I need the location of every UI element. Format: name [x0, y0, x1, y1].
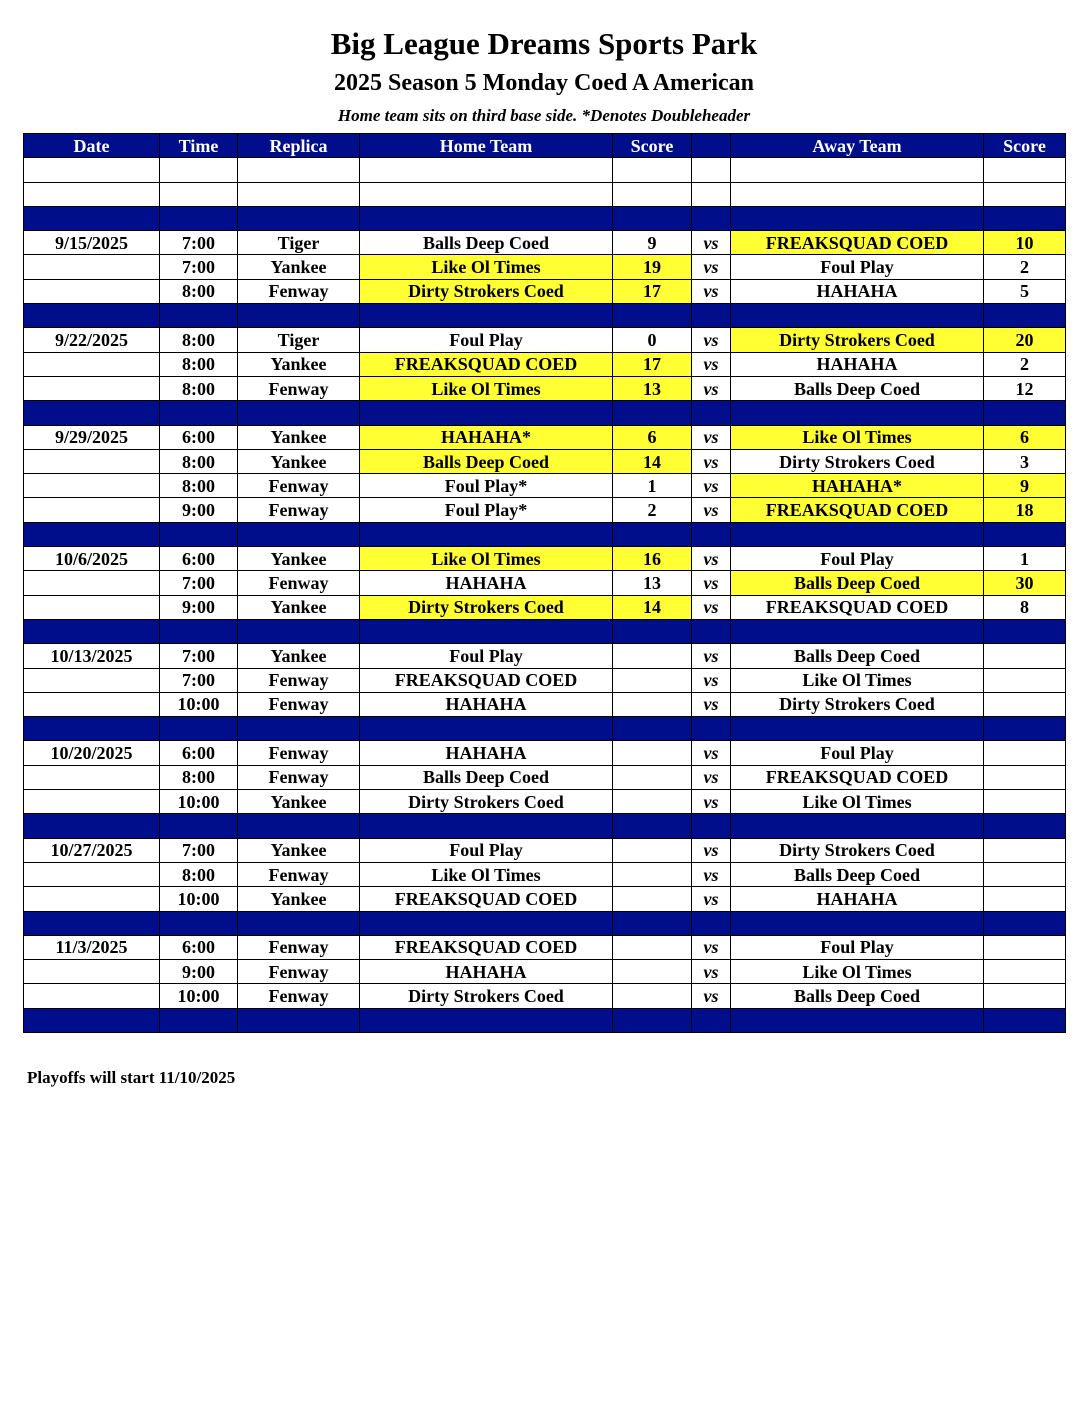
home-team: FREAKSQUAD COED: [360, 935, 613, 959]
away-score: [984, 935, 1066, 959]
away-score: [984, 644, 1066, 668]
away-score: 2: [984, 255, 1066, 279]
away-team: Dirty Strokers Coed: [731, 692, 984, 716]
separator-row: [24, 304, 1066, 328]
vs-label: vs: [692, 692, 731, 716]
home-score: [613, 765, 692, 789]
game-row: [24, 279, 1066, 303]
home-score: [613, 644, 692, 668]
home-score: 14: [613, 595, 692, 619]
home-team: FREAKSQUAD COED: [360, 352, 613, 376]
vs-label: vs: [692, 644, 731, 668]
home-score: [613, 984, 692, 1008]
separator-row: [24, 206, 1066, 230]
game-row: [24, 376, 1066, 400]
vs-label: vs: [692, 765, 731, 789]
away-score: 6: [984, 425, 1066, 449]
game-time: 10:00: [160, 790, 238, 814]
game-date: [24, 790, 160, 814]
col-home-score: Score: [613, 134, 692, 158]
game-date: 9/15/2025: [24, 231, 160, 255]
game-replica: Yankee: [238, 790, 360, 814]
game-row: [24, 571, 1066, 595]
game-time: 10:00: [160, 692, 238, 716]
game-date: [24, 862, 160, 886]
vs-label: vs: [692, 328, 731, 352]
blank-row: [24, 182, 1066, 206]
game-time: 9:00: [160, 595, 238, 619]
home-team: Foul Play: [360, 328, 613, 352]
game-date: 10/13/2025: [24, 644, 160, 668]
game-row: [24, 692, 1066, 716]
separator-row: [24, 1008, 1066, 1032]
separator-row: [24, 814, 1066, 838]
home-team: Balls Deep Coed: [360, 231, 613, 255]
game-date: [24, 449, 160, 473]
home-score: 14: [613, 449, 692, 473]
page-subtitle: 2025 Season 5 Monday Coed A American: [333, 70, 755, 96]
game-replica: Fenway: [238, 376, 360, 400]
game-time: 7:00: [160, 668, 238, 692]
game-time: 8:00: [160, 352, 238, 376]
away-score: 8: [984, 595, 1066, 619]
home-score: 13: [613, 571, 692, 595]
game-row: [24, 352, 1066, 376]
away-team: Foul Play: [731, 741, 984, 765]
game-date: 10/27/2025: [24, 838, 160, 862]
away-team: Balls Deep Coed: [731, 644, 984, 668]
vs-label: vs: [692, 231, 731, 255]
schedule-note: Home team sits on third base side. *Denotes Doubleheader: [337, 106, 751, 125]
home-team: Balls Deep Coed: [360, 449, 613, 473]
away-team: Balls Deep Coed: [731, 376, 984, 400]
blank-row: [24, 158, 1066, 182]
game-replica: Yankee: [238, 449, 360, 473]
vs-label: vs: [692, 862, 731, 886]
home-score: [613, 692, 692, 716]
separator-row: [24, 619, 1066, 643]
game-time: 8:00: [160, 765, 238, 789]
away-team: FREAKSQUAD COED: [731, 765, 984, 789]
game-replica: Fenway: [238, 935, 360, 959]
game-replica: Yankee: [238, 547, 360, 571]
game-date: [24, 960, 160, 984]
game-replica: Yankee: [238, 838, 360, 862]
away-team: Like Ol Times: [731, 668, 984, 692]
game-date: [24, 474, 160, 498]
home-team: Dirty Strokers Coed: [360, 790, 613, 814]
game-time: 7:00: [160, 838, 238, 862]
away-team: Balls Deep Coed: [731, 984, 984, 1008]
game-replica: Yankee: [238, 255, 360, 279]
away-score: [984, 765, 1066, 789]
away-team: HAHAHA: [731, 279, 984, 303]
vs-label: vs: [692, 887, 731, 911]
game-date: 11/3/2025: [24, 935, 160, 959]
game-date: 9/29/2025: [24, 425, 160, 449]
away-team: Dirty Strokers Coed: [731, 449, 984, 473]
game-date: [24, 279, 160, 303]
game-row: [24, 765, 1066, 789]
home-team: HAHAHA: [360, 741, 613, 765]
away-team: FREAKSQUAD COED: [731, 231, 984, 255]
home-team: FREAKSQUAD COED: [360, 668, 613, 692]
home-team: Like Ol Times: [360, 862, 613, 886]
game-date: [24, 765, 160, 789]
home-score: 16: [613, 547, 692, 571]
vs-label: vs: [692, 984, 731, 1008]
home-team: Like Ol Times: [360, 255, 613, 279]
playoffs-note: Playoffs will start 11/10/2025: [27, 1068, 236, 1087]
away-team: Foul Play: [731, 935, 984, 959]
away-score: 1: [984, 547, 1066, 571]
game-row: [24, 449, 1066, 473]
vs-label: vs: [692, 425, 731, 449]
game-row: [24, 595, 1066, 619]
game-row: [24, 474, 1066, 498]
game-time: 8:00: [160, 474, 238, 498]
away-score: [984, 887, 1066, 911]
game-date: [24, 887, 160, 911]
game-time: 7:00: [160, 571, 238, 595]
game-date: [24, 692, 160, 716]
col-time: Time: [160, 134, 238, 158]
away-score: [984, 790, 1066, 814]
game-replica: Yankee: [238, 887, 360, 911]
away-score: [984, 862, 1066, 886]
away-team: Like Ol Times: [731, 425, 984, 449]
vs-label: vs: [692, 741, 731, 765]
game-time: 6:00: [160, 547, 238, 571]
game-replica: Fenway: [238, 279, 360, 303]
game-time: 8:00: [160, 376, 238, 400]
away-score: [984, 960, 1066, 984]
game-date: [24, 498, 160, 522]
away-team: Balls Deep Coed: [731, 862, 984, 886]
away-score: 30: [984, 571, 1066, 595]
game-replica: Fenway: [238, 692, 360, 716]
schedule-body: [24, 158, 1066, 1033]
home-team: Dirty Strokers Coed: [360, 595, 613, 619]
game-date: [24, 668, 160, 692]
home-score: 17: [613, 352, 692, 376]
home-team: Foul Play: [360, 838, 613, 862]
game-time: 8:00: [160, 328, 238, 352]
away-score: 10: [984, 231, 1066, 255]
game-row: [24, 984, 1066, 1008]
away-score: [984, 692, 1066, 716]
game-row: [24, 741, 1066, 765]
game-date: [24, 352, 160, 376]
vs-label: vs: [692, 279, 731, 303]
away-score: 12: [984, 376, 1066, 400]
game-time: 7:00: [160, 644, 238, 668]
away-score: [984, 668, 1066, 692]
away-score: 9: [984, 474, 1066, 498]
away-team: HAHAHA: [731, 887, 984, 911]
home-team: Foul Play: [360, 644, 613, 668]
away-team: Foul Play: [731, 255, 984, 279]
vs-label: vs: [692, 474, 731, 498]
vs-label: vs: [692, 571, 731, 595]
col-away-score: Score: [984, 134, 1066, 158]
away-score: 5: [984, 279, 1066, 303]
game-replica: Yankee: [238, 352, 360, 376]
game-date: [24, 255, 160, 279]
away-team: Like Ol Times: [731, 960, 984, 984]
home-score: [613, 668, 692, 692]
game-replica: Fenway: [238, 765, 360, 789]
game-row: [24, 668, 1066, 692]
vs-label: vs: [692, 376, 731, 400]
col-vs: [692, 134, 731, 158]
home-score: 19: [613, 255, 692, 279]
game-row: [24, 644, 1066, 668]
col-home-team: Home Team: [360, 134, 613, 158]
away-team: HAHAHA: [731, 352, 984, 376]
away-team: Balls Deep Coed: [731, 571, 984, 595]
game-time: 10:00: [160, 887, 238, 911]
separator-row: [24, 717, 1066, 741]
game-row: [24, 960, 1066, 984]
away-team: FREAKSQUAD COED: [731, 498, 984, 522]
game-replica: Fenway: [238, 741, 360, 765]
game-date: [24, 571, 160, 595]
game-replica: Yankee: [238, 644, 360, 668]
game-time: 6:00: [160, 425, 238, 449]
game-row: [24, 255, 1066, 279]
game-time: 8:00: [160, 862, 238, 886]
away-score: [984, 838, 1066, 862]
home-score: 0: [613, 328, 692, 352]
vs-label: vs: [692, 595, 731, 619]
game-time: 9:00: [160, 960, 238, 984]
home-score: 1: [613, 474, 692, 498]
col-date: Date: [24, 134, 160, 158]
game-replica: Fenway: [238, 984, 360, 1008]
away-score: [984, 741, 1066, 765]
vs-label: vs: [692, 668, 731, 692]
game-replica: Yankee: [238, 425, 360, 449]
vs-label: vs: [692, 449, 731, 473]
away-team: Dirty Strokers Coed: [731, 838, 984, 862]
game-replica: Yankee: [238, 595, 360, 619]
vs-label: vs: [692, 960, 731, 984]
home-score: 2: [613, 498, 692, 522]
game-time: 9:00: [160, 498, 238, 522]
home-score: 17: [613, 279, 692, 303]
home-score: [613, 790, 692, 814]
game-row: [24, 862, 1066, 886]
home-score: 6: [613, 425, 692, 449]
game-row: [24, 935, 1066, 959]
vs-label: vs: [692, 352, 731, 376]
game-time: 10:00: [160, 984, 238, 1008]
home-team: Like Ol Times: [360, 547, 613, 571]
separator-row: [24, 522, 1066, 546]
game-date: [24, 984, 160, 1008]
col-replica: Replica: [238, 134, 360, 158]
vs-label: vs: [692, 255, 731, 279]
away-score: 3: [984, 449, 1066, 473]
game-row: [24, 328, 1066, 352]
game-row: [24, 887, 1066, 911]
home-team: Foul Play*: [360, 498, 613, 522]
away-team: Like Ol Times: [731, 790, 984, 814]
vs-label: vs: [692, 790, 731, 814]
home-team: HAHAHA: [360, 692, 613, 716]
game-time: 6:00: [160, 741, 238, 765]
vs-label: vs: [692, 838, 731, 862]
game-replica: Fenway: [238, 668, 360, 692]
home-team: FREAKSQUAD COED: [360, 887, 613, 911]
game-row: [24, 231, 1066, 255]
home-team: Dirty Strokers Coed: [360, 984, 613, 1008]
vs-label: vs: [692, 498, 731, 522]
game-replica: Fenway: [238, 960, 360, 984]
game-time: 7:00: [160, 255, 238, 279]
home-team: HAHAHA: [360, 571, 613, 595]
col-away-team: Away Team: [731, 134, 984, 158]
away-score: 2: [984, 352, 1066, 376]
game-row: [24, 547, 1066, 571]
home-team: Dirty Strokers Coed: [360, 279, 613, 303]
game-row: [24, 838, 1066, 862]
game-replica: Fenway: [238, 474, 360, 498]
game-date: [24, 376, 160, 400]
separator-row: [24, 911, 1066, 935]
home-score: [613, 960, 692, 984]
game-row: [24, 425, 1066, 449]
schedule-table: [23, 133, 1066, 1033]
away-team: HAHAHA*: [731, 474, 984, 498]
away-score: 18: [984, 498, 1066, 522]
home-score: [613, 862, 692, 886]
home-score: 9: [613, 231, 692, 255]
vs-label: vs: [692, 547, 731, 571]
game-replica: Tiger: [238, 328, 360, 352]
home-score: [613, 887, 692, 911]
away-team: Foul Play: [731, 547, 984, 571]
game-row: [24, 790, 1066, 814]
home-score: 13: [613, 376, 692, 400]
away-score: 20: [984, 328, 1066, 352]
game-replica: Fenway: [238, 862, 360, 886]
separator-row: [24, 401, 1066, 425]
game-replica: Fenway: [238, 571, 360, 595]
away-team: FREAKSQUAD COED: [731, 595, 984, 619]
away-score: [984, 984, 1066, 1008]
home-team: Balls Deep Coed: [360, 765, 613, 789]
game-row: [24, 498, 1066, 522]
game-replica: Tiger: [238, 231, 360, 255]
game-time: 8:00: [160, 279, 238, 303]
home-score: [613, 741, 692, 765]
home-score: [613, 838, 692, 862]
game-date: [24, 595, 160, 619]
game-replica: Fenway: [238, 498, 360, 522]
home-team: Foul Play*: [360, 474, 613, 498]
header-row: [24, 134, 1066, 158]
game-time: 7:00: [160, 231, 238, 255]
home-team: HAHAHA: [360, 960, 613, 984]
away-team: Dirty Strokers Coed: [731, 328, 984, 352]
page-title: Big League Dreams Sports Park: [330, 26, 758, 61]
game-date: 9/22/2025: [24, 328, 160, 352]
game-time: 8:00: [160, 449, 238, 473]
home-team: Like Ol Times: [360, 376, 613, 400]
home-score: [613, 935, 692, 959]
game-date: 10/6/2025: [24, 547, 160, 571]
vs-label: vs: [692, 935, 731, 959]
home-team: HAHAHA*: [360, 425, 613, 449]
game-time: 6:00: [160, 935, 238, 959]
game-date: 10/20/2025: [24, 741, 160, 765]
